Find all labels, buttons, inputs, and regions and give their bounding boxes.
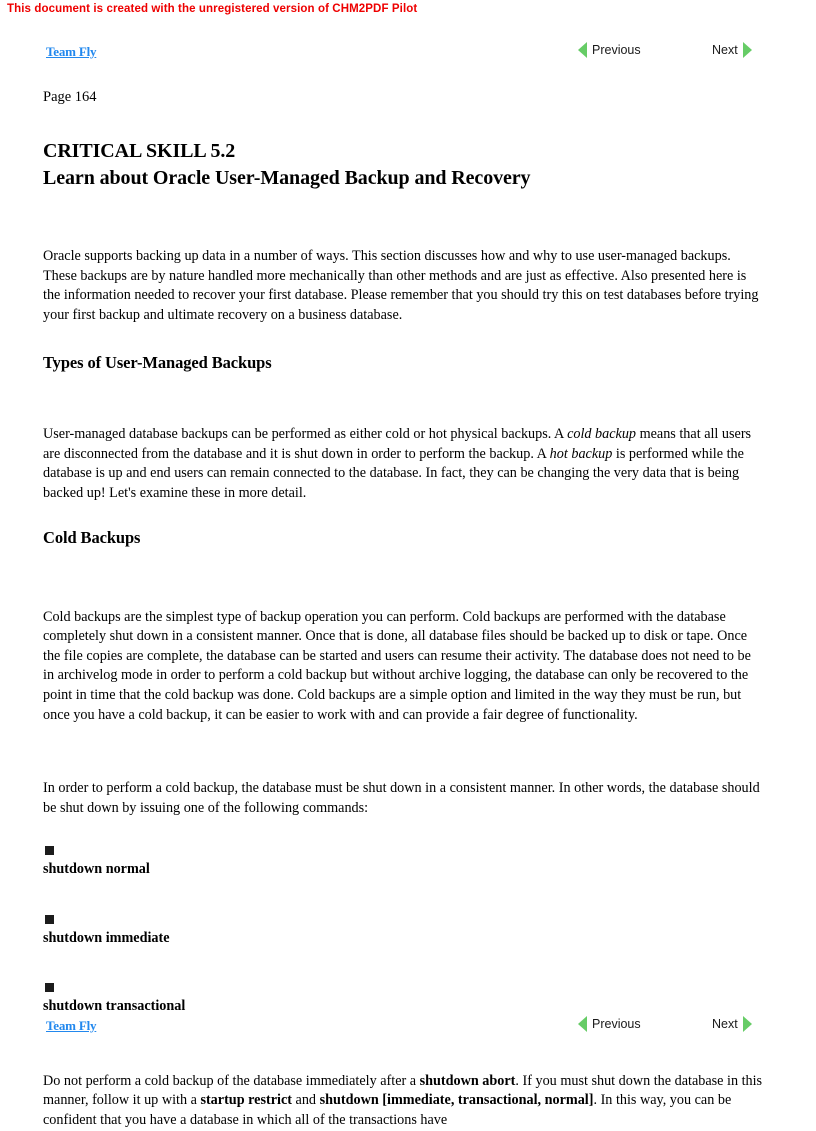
square-bullet-icon — [45, 846, 54, 855]
next-label: Next — [712, 43, 738, 57]
closing-seg-2: . If you must shut down the database in this manner, follow it up with a — [43, 1072, 763, 1109]
term-hot-backup: hot backup — [549, 445, 613, 462]
cold-backups-paragraph: Cold backups are the simplest type of backup operation you can perform. Cold backups are performed with the database completely shut down in a consistent manner. Once that is done, all database files should be backed up to disk or tape. Once the file copies are complete, the database can be started and users can resume their activity. The database does not need to be in archivelog mode in order to perform a cold backup but without archive logging, the database can only be recovered to the point in time that the cold backup was done. Cold backups are a simple option and limited in the way they must be run, but once you have a cold backup, it can be easier to work with and can provide a fair degree of functionality. — [43, 608, 751, 723]
closing-seg-3: and — [291, 1092, 320, 1109]
list-item — [43, 846, 765, 878]
list-item — [43, 915, 765, 947]
navigation-bar-bottom — [0, 1015, 816, 1041]
previous-link-bottom[interactable] — [578, 1016, 641, 1032]
triangle-right-icon — [743, 42, 752, 58]
cmd-shutdown-abort: shutdown abort — [419, 1072, 516, 1089]
page-number: Page 164 — [43, 89, 97, 105]
triangle-right-icon — [743, 1016, 752, 1032]
next-link-top[interactable] — [712, 42, 752, 58]
heading-types-of-user-managed-backups: Types of User-Managed Backups — [43, 353, 272, 373]
closing-seg-1: Do not perform a cold backup of the database immediately after a — [43, 1072, 420, 1089]
team-fly-link-top[interactable]: Team Fly — [46, 44, 97, 59]
intro-paragraph: Oracle supports backing up data in a number of ways. This section discusses how and why to use user-managed backups. These backups are by nature handled more mechanically than other methods and are just as effective. Also presented here is the information needed to recover your first database. Please remember that you should try this on test databases before trying your first backup and ultimate recovery on a business database. — [43, 247, 759, 323]
term-cold-backup: cold backup — [567, 426, 637, 443]
critical-skill-title: Learn about Oracle User-Managed Backup and Recovery — [43, 166, 531, 189]
cmd-startup-restrict: startup restrict — [200, 1092, 292, 1109]
square-bullet-icon — [45, 983, 54, 992]
types-paragraph — [43, 425, 765, 503]
cmd-shutdown-options: shutdown [immediate, transactional, normal] — [319, 1092, 594, 1109]
shutdown-intro-paragraph: In order to perform a cold backup, the database must be shut down in a consistent manner. In other words, the database should be shut down by issuing one of the following commands: — [43, 780, 760, 816]
command-shutdown-transactional: shutdown transactional — [43, 998, 186, 1015]
next-label: Next — [712, 1017, 738, 1031]
command-shutdown-normal: shutdown normal — [43, 861, 150, 878]
next-link-bottom[interactable] — [712, 1016, 752, 1032]
navigation-bar-top — [0, 41, 816, 67]
chm2pdf-watermark-banner: This document is created with the unregistered version of CHM2PDF Pilot — [7, 3, 418, 15]
document-content — [43, 88, 765, 1131]
square-bullet-icon — [45, 915, 54, 924]
types-seg-2: means that all users are disconnected from the database and it is shut down in order to perform the backup. A — [43, 426, 752, 462]
closing-paragraph — [43, 1072, 765, 1131]
list-item — [43, 983, 765, 1015]
page-title — [43, 138, 765, 191]
closing-seg-4: . In this way, you can be confident that you have a database in which all of the transactions have — [43, 1092, 732, 1128]
previous-label: Previous — [592, 43, 641, 57]
types-seg-3: is performed while the database is up and end users can remain connected to the database. In fact, they can be changing the very data that is being backed up! Let's examine these in more detail. — [43, 445, 744, 502]
team-fly-link-bottom[interactable]: Team Fly — [46, 1018, 97, 1033]
triangle-left-icon — [578, 42, 587, 58]
previous-link-top[interactable] — [578, 42, 641, 58]
heading-cold-backups: Cold Backups — [43, 527, 141, 547]
command-shutdown-immediate: shutdown immediate — [43, 929, 170, 946]
previous-label: Previous — [592, 1017, 641, 1031]
critical-skill-number: CRITICAL SKILL 5.2 — [43, 140, 236, 163]
types-seg-1: User-managed database backups can be performed as either cold or hot physical backups. A — [43, 426, 568, 443]
triangle-left-icon — [578, 1016, 587, 1032]
